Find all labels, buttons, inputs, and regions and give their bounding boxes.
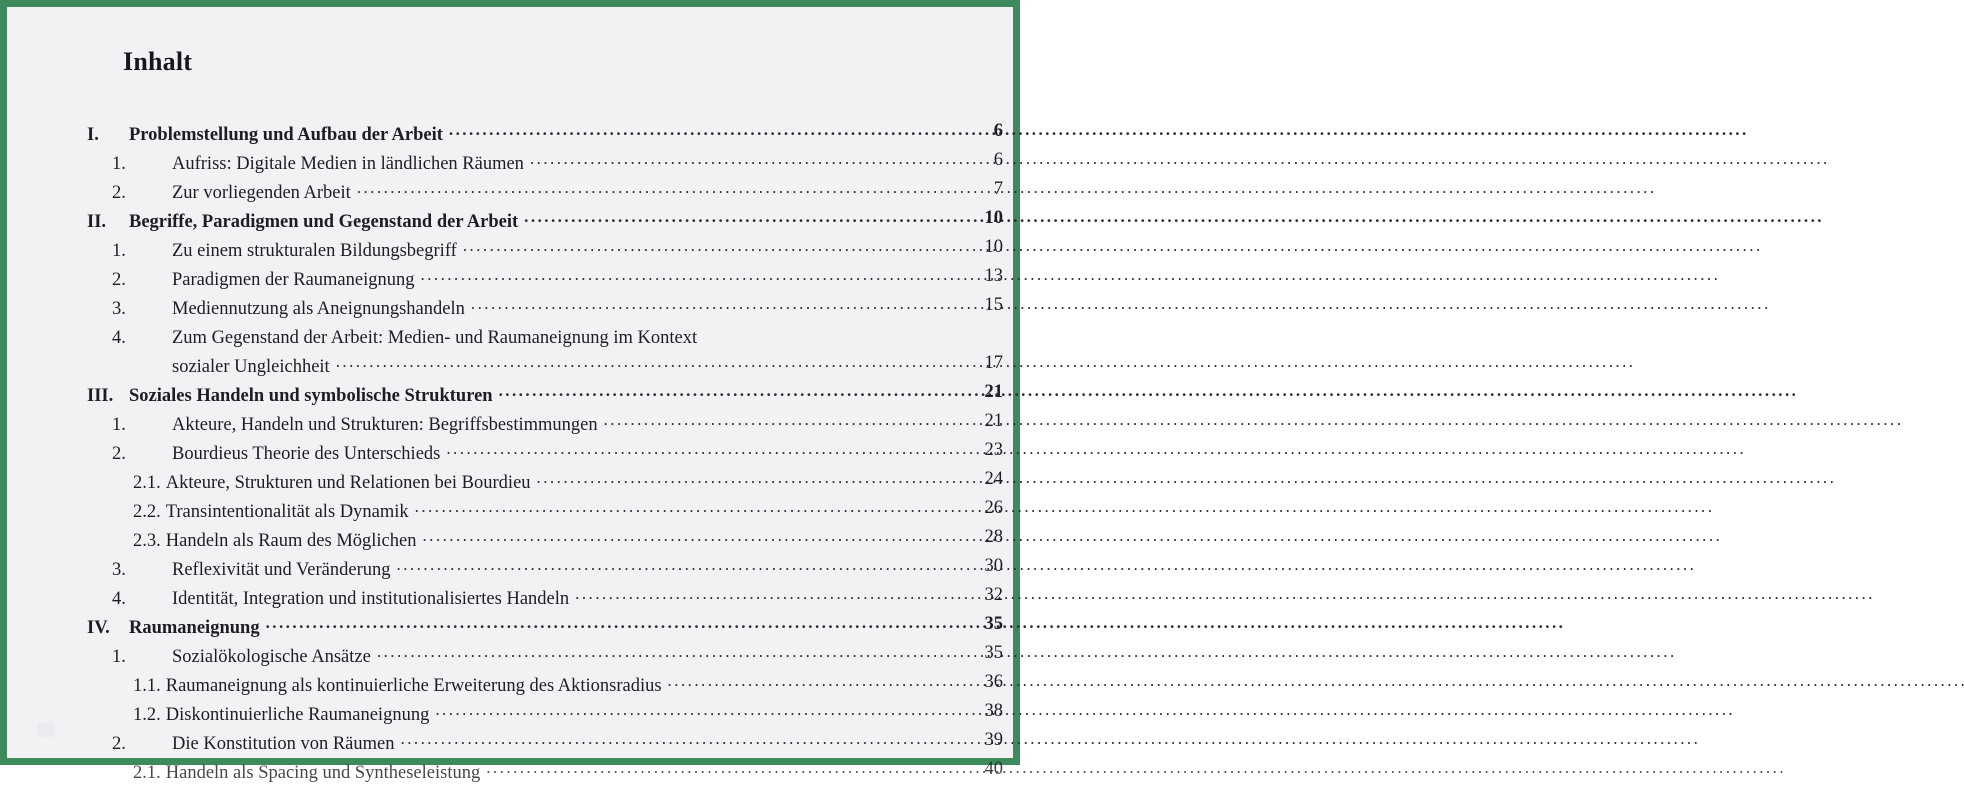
- toc-entry-label: Zur vorliegenden Arbeit: [172, 182, 351, 203]
- toc-entry-label: Diskontinuierliche Raumaneignung: [165, 704, 430, 725]
- toc-entry-label: Paradigmen der Raumaneignung: [172, 269, 415, 290]
- toc-page-number: 17: [984, 353, 1003, 373]
- toc-entry-number: 2.: [112, 443, 126, 464]
- toc-entry-number: III.: [87, 385, 114, 406]
- page-content-area: [7, 7, 1013, 783]
- toc-entry-number: 2.3.: [133, 530, 161, 551]
- toc-entry[interactable]: [7, 295, 1013, 324]
- toc-page-number: 15: [984, 295, 1003, 315]
- toc-entry[interactable]: [7, 730, 1013, 759]
- toc-page-number: 35: [984, 614, 1003, 634]
- toc-dot-leader: [471, 295, 938, 314]
- toc-entry-number: 2.: [112, 269, 126, 290]
- toc-entry-number: 3.: [112, 298, 126, 319]
- margin-artifact-mark: [37, 723, 55, 737]
- toc-entry-label: Handeln als Raum des Möglichen: [165, 530, 417, 551]
- toc-entry[interactable]: [7, 324, 1013, 353]
- toc-entry-number: 1.1.: [133, 675, 161, 696]
- toc-entry-number: 2.1.: [133, 472, 161, 493]
- toc-dot-leader: [530, 150, 938, 169]
- toc-page-number: 10: [984, 237, 1003, 257]
- toc-dot-leader: [604, 411, 938, 430]
- toc-dot-leader: [336, 353, 938, 372]
- toc-entry-number: 1.: [112, 240, 126, 261]
- toc-entry-label: Begriffe, Paradigmen und Gegenstand der Arbeit: [129, 211, 519, 232]
- toc-dot-leader: [668, 672, 938, 691]
- toc-entry-number: 2.: [112, 733, 126, 754]
- toc-entry-number: II.: [87, 211, 107, 232]
- toc-entry[interactable]: [7, 411, 1013, 440]
- toc-entry[interactable]: [7, 643, 1013, 672]
- toc-entry-number: 2.1.: [133, 762, 161, 783]
- toc-entry-label: Akteure, Handeln und Strukturen: Begriffsbestimmungen: [172, 414, 598, 435]
- toc-entry[interactable]: [7, 179, 1013, 208]
- toc-entry[interactable]: [7, 701, 1013, 730]
- toc-entry-label: Zum Gegenstand der Arbeit: Medien- und Raumaneignung im Kontext: [172, 327, 698, 348]
- toc-entry-label: Raumaneignung: [129, 617, 260, 638]
- toc-entry[interactable]: [7, 585, 1013, 614]
- toc-page-number: 26: [984, 498, 1003, 518]
- toc-entry[interactable]: [7, 266, 1013, 295]
- toc-entry[interactable]: [7, 150, 1013, 179]
- toc-page-number: 36: [984, 672, 1003, 692]
- toc-entry[interactable]: [7, 353, 1013, 382]
- toc-dot-leader: [499, 382, 938, 401]
- toc-dot-leader: [446, 440, 938, 459]
- toc-entry[interactable]: [7, 498, 1013, 527]
- toc-entry[interactable]: [7, 469, 1013, 498]
- toc-dot-leader: [435, 701, 938, 720]
- toc-page-number: 7: [993, 179, 1003, 199]
- toc-dot-leader: [703, 324, 938, 343]
- toc-entry[interactable]: [7, 382, 1013, 411]
- toc-entry-label: Bourdieus Theorie des Unterschieds: [172, 443, 441, 464]
- toc-entry-label: Akteure, Strukturen und Relationen bei Bourdieu: [165, 472, 531, 493]
- toc-entry-label: Problemstellung und Aufbau der Arbeit: [129, 124, 443, 145]
- toc-dot-leader: [421, 266, 939, 285]
- page-title: Inhalt: [123, 47, 193, 76]
- toc-entry-number: 1.2.: [133, 704, 161, 725]
- toc-page-number: 39: [984, 730, 1003, 750]
- toc-page-number: 28: [984, 527, 1003, 547]
- toc-entry-label: Mediennutzung als Aneignungshandeln: [172, 298, 465, 319]
- toc-entry-label: Sozialökologische Ansätze: [172, 646, 371, 667]
- toc-dot-leader: [357, 179, 938, 198]
- toc-entry-number: 2.2.: [133, 501, 161, 522]
- toc-entry[interactable]: [7, 208, 1013, 237]
- toc-dot-leader: [524, 208, 938, 227]
- toc-entry-number: 4.: [112, 588, 126, 609]
- toc-entry[interactable]: [7, 237, 1013, 266]
- toc-page-number: 21: [984, 382, 1003, 402]
- toc-page-number: 38: [984, 701, 1003, 721]
- toc-dot-leader: [537, 469, 938, 488]
- toc-entry[interactable]: [7, 672, 1013, 701]
- toc-page-number: 6: [993, 121, 1003, 141]
- toc-dot-leader: [449, 121, 938, 140]
- toc-entry[interactable]: [7, 614, 1013, 643]
- toc-dot-leader: [397, 556, 938, 575]
- toc-page-number: 40: [984, 759, 1003, 779]
- toc-entry-number: I.: [87, 124, 99, 145]
- toc-entry-number: 1.: [112, 414, 126, 435]
- toc-entry-label: Die Konstitution von Räumen: [172, 733, 395, 754]
- toc-dot-leader: [486, 759, 938, 778]
- toc-dot-leader: [463, 237, 938, 256]
- toc-entry-label: Transintentionalität als Dynamik: [165, 501, 409, 522]
- toc-entry[interactable]: [7, 527, 1013, 556]
- toc-entry-number: 1.: [112, 153, 126, 174]
- toc-entry[interactable]: [7, 121, 1013, 150]
- toc-dot-leader: [266, 614, 938, 633]
- toc-dot-leader: [377, 643, 938, 662]
- toc-entry[interactable]: [7, 440, 1013, 469]
- toc-dot-leader: [575, 585, 938, 604]
- toc-entry[interactable]: [7, 759, 1013, 788]
- table-of-contents: [7, 121, 1013, 788]
- toc-entry-label: sozialer Ungleichheit: [172, 356, 330, 377]
- toc-dot-leader: [401, 730, 939, 749]
- toc-page-number: 24: [984, 469, 1003, 489]
- toc-entry[interactable]: [7, 556, 1013, 585]
- toc-entry-label: Handeln als Spacing und Syntheseleistung: [165, 762, 481, 783]
- toc-page-number: 21: [984, 411, 1003, 431]
- toc-dot-leader: [415, 498, 938, 517]
- toc-page-number: 35: [984, 643, 1003, 663]
- toc-page-number: 32: [984, 585, 1003, 605]
- toc-page-number: 13: [984, 266, 1003, 286]
- toc-entry-label: Zu einem strukturalen Bildungsbegriff: [172, 240, 457, 261]
- toc-entry-label: Soziales Handeln und symbolische Strukturen: [129, 385, 493, 406]
- toc-entry-number: IV.: [87, 617, 110, 638]
- toc-page-number: 6: [993, 150, 1003, 170]
- toc-page-number: 30: [984, 556, 1003, 576]
- toc-entry-label: Identität, Integration und institutionalisiertes Handeln: [172, 588, 570, 609]
- toc-entry-label: Raumaneignung als kontinuierliche Erweiterung des Aktionsradius: [165, 675, 662, 696]
- toc-page-number: 10: [984, 208, 1003, 228]
- toc-entry-number: 4.: [112, 327, 126, 348]
- toc-page-number: 23: [984, 440, 1003, 460]
- toc-dot-leader: [422, 527, 938, 546]
- toc-entry-number: 1.: [112, 646, 126, 667]
- toc-entry-label: Aufriss: Digitale Medien in ländlichen Räumen: [172, 153, 524, 174]
- toc-entry-number: 2.: [112, 182, 126, 203]
- toc-entry-number: 3.: [112, 559, 126, 580]
- toc-entry-label: Reflexivität und Veränderung: [172, 559, 391, 580]
